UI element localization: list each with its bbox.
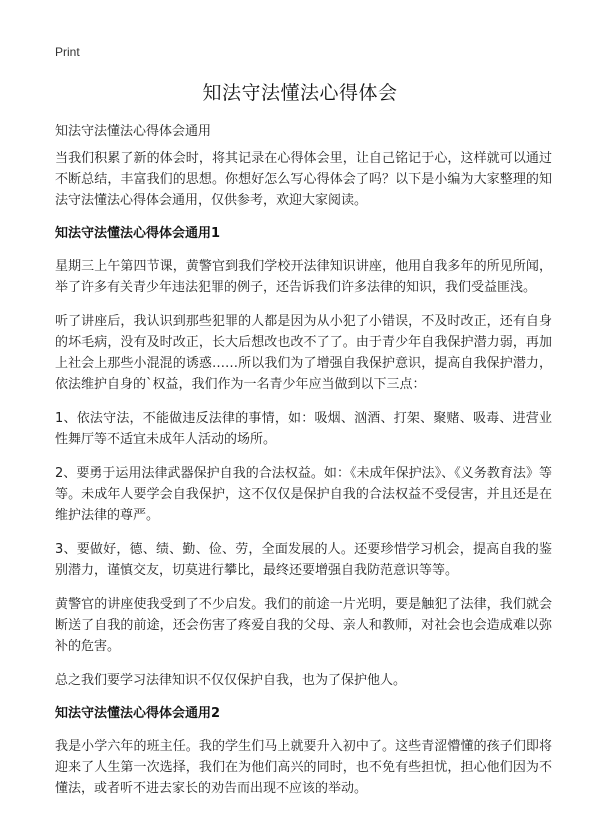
section1-paragraph: 星期三上午第四节课，黄警官到我们学校开法律知识讲座，他用自我多年的所见所闻，举了许多有关青少年违法犯罪的例子，还告诉我们许多法律的知识，我们受益匪浅。 bbox=[55, 259, 552, 295]
section1-paragraph: 3、要做好，德、绩、勤、俭、劳，全面发展的人。还要珍惜学习机会，提高自我的鉴别潜力，谨慎交友，切莫进行攀比，最终还要增强自我防范意识等等。 bbox=[55, 542, 552, 578]
document-subtitle: 知法守法懂法心得体会通用 bbox=[55, 124, 212, 139]
section1-paragraph: 2、要勇于运用法律武器保护自我的合法权益。如：《未成年保护法》、《义务教育法》等等。未成年人要学会自我保护，这不仅仅是保护自我的合法权益不受侵害，并且还是在维护法律的尊严。 bbox=[55, 466, 552, 523]
section2-paragraph: 我是小学六年的班主任。我的学生们马上就要升入初中了。这些青涩懵懂的孩子们即将迎来了人生第一次选择，我们在为他们高兴的同时，也不免有些担忧，担心他们因为不懂法，或者听不进去家长的劝告而出现不应该的举动。 bbox=[55, 739, 552, 796]
page-title: 知法守法懂法心得体会 bbox=[202, 82, 398, 104]
section1-paragraph: 1、依法守法，不能做违反法律的事情，如：吸烟、汹酒、打架、聚赌、吸毒、进营业性舞厅等不适宜未成年人活动的场所。 bbox=[55, 411, 552, 447]
intro-paragraph: 当我们积累了新的体会时，将其记录在心得体会里，让自己铭记于心，这样就可以通过不断总结，丰富我们的思想。你想好怎么写心得体会了吗？以下是小编为大家整理的知法守法懂法心得体会通用，仅供参考，欢迎大家阅读。 bbox=[55, 151, 552, 208]
section1-paragraph: 听了讲座后，我认识到那些犯罪的人都是因为从小犯了小错误，不及时改正，还有自身的坏毛病，没有及时改正，长大后想改也改不了了。由于青少年自我保护潜力弱，再加上社会上那些小混混的诱惑……所以我们为了增强自我保护意识，提高自我保护潜力，依法维护自身的`权益，我们作为一名青少年应当做到以下三点： bbox=[55, 314, 552, 392]
document-body bbox=[55, 148, 552, 812]
section-heading-2: 知法守法懂法心得体会通用2 bbox=[55, 706, 221, 721]
section1-paragraph: 总之我们要学习法律知识不仅仅保护自我，也为了保护他人。 bbox=[55, 673, 407, 688]
print-link[interactable]: Print bbox=[55, 45, 80, 59]
section-heading-1: 知法守法懂法心得体会通用1 bbox=[55, 226, 221, 241]
section1-paragraph: 黄警官的讲座使我受到了不少启发。我们的前途一片光明，要是触犯了法律，我们就会断送了自我的前途，还会伤害了疼爱自我的父母、亲人和教师，对社会也会造成难以弥补的危害。 bbox=[55, 597, 552, 654]
